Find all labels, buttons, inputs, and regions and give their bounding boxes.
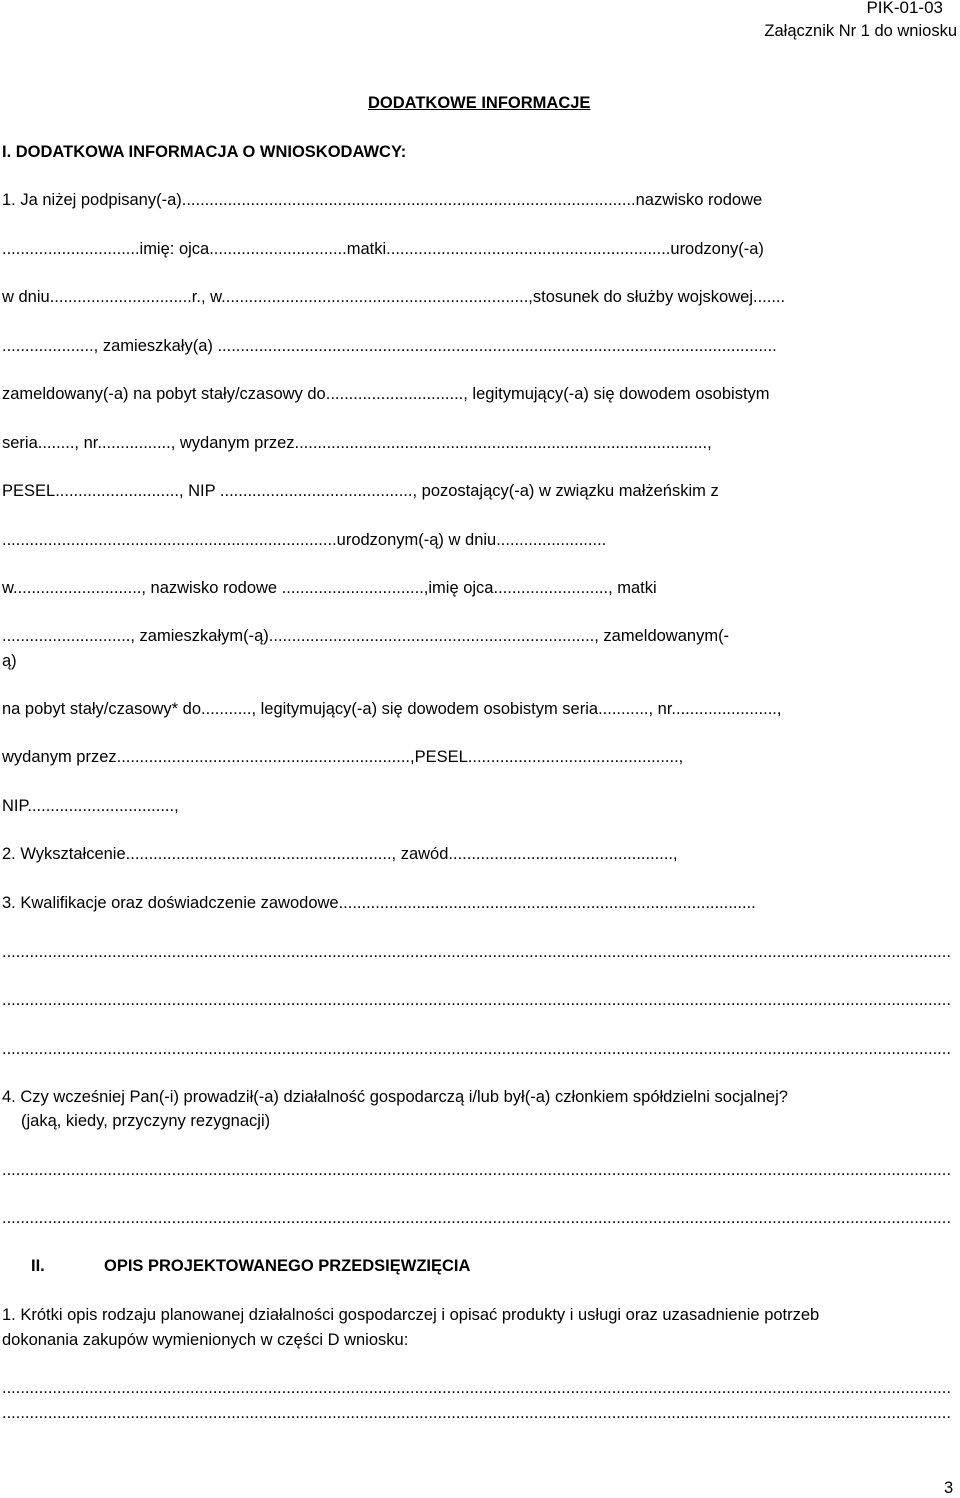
previous-business-subtext: (jaką, kiedy, przyczyny rezygnacji) (21, 1112, 271, 1130)
form-line: w............................, nazwisko rodowe ...............................,imię ojca........................., matki (2, 579, 657, 597)
section2-number: II. (31, 1257, 45, 1275)
form-line: wydanym przez................................................................,PESEL.............................................., (2, 748, 684, 766)
blank-line (2, 1378, 952, 1398)
project-description-question-cont: dokonania zakupów wymienionych w części D wniosku: (2, 1331, 409, 1349)
education-line: 2. Wykształcenie.........................................................., zawód................................................., (2, 845, 678, 863)
form-line: ą) (2, 652, 17, 670)
page-number: 3 (944, 1479, 954, 1497)
form-line: ...................., zamieszkały(a) .......................................................................................................................... (2, 337, 777, 355)
form-code: PIK-01-03 (866, 0, 943, 17)
form-line: .........................................................................urodzonym(-ą) w dniu........................ (2, 531, 607, 549)
project-description-question: 1. Krótki opis rodzaju planowanej działalności gospodarczej i opisać produkty i usługi oraz uzasadnienie potrzeb (2, 1306, 820, 1324)
blank-line (2, 990, 952, 1010)
blank-line (2, 1160, 952, 1180)
qualifications-line: 3. Kwalifikacje oraz doświadczenie zawodowe........................................................................................... (2, 894, 756, 912)
form-line: ..............................imię: ojca..............................matki..............................................................urodzony(-a) (2, 240, 764, 258)
section2-heading: OPIS PROJEKTOWANEGO PRZEDSIĘWZIĘCIA (104, 1257, 471, 1275)
form-line: PESEL..........................., NIP .........................................., pozostający(-a) w związku małżeńskim z (2, 482, 719, 500)
blank-line (2, 942, 952, 962)
blank-line (2, 1208, 952, 1228)
form-line: na pobyt stały/czasowy* do..........., legitymujący(-a) się dowodem osobistym seria..........., nr......................., (2, 700, 782, 718)
blank-line (2, 1039, 952, 1059)
form-line: NIP................................, (2, 797, 179, 815)
form-line: ............................, zamieszkałym(-ą)......................................................................., zameldowanym(- (2, 627, 730, 645)
form-line: 1. Ja niżej podpisany(-a)...................................................................................................nazwisko rodowe (2, 191, 763, 209)
form-line: w dniu...............................r., w...................................................................,stosunek do służby wojskowej....... (2, 288, 786, 306)
section1-heading: I. DODATKOWA INFORMACJA O WNIOSKODAWCY: (2, 143, 407, 161)
form-line: zameldowany(-a) na pobyt stały/czasowy do.............................., legitymujący(-a) się dowodem osobistym (2, 385, 770, 403)
blank-line (2, 1403, 952, 1423)
form-line: seria........, nr................, wydanym przez.........................................................................................., (2, 434, 712, 452)
page-title: DODATKOWE INFORMACJE (368, 94, 591, 112)
previous-business-question: 4. Czy wcześniej Pan(-i) prowadził(-a) działalność gospodarczą i/lub był(-a) członkiem spółdzielni socjalnej? (2, 1088, 788, 1106)
attachment-label: Załącznik Nr 1 do wniosku (764, 22, 957, 40)
